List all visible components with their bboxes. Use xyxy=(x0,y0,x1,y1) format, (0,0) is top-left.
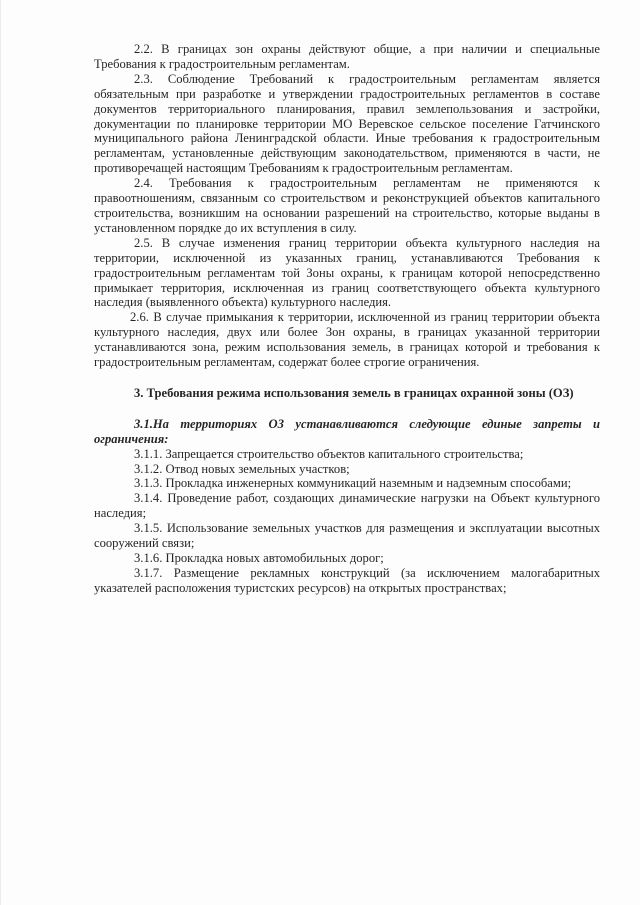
section-3-heading: 3. Требования режима использования земель в границах охранной зоны (ОЗ) xyxy=(134,385,574,400)
list-item-3-1-5: 3.1.5. Использование земельных участков для размещения и эксплуатации высотных сооружений связи; xyxy=(94,521,600,551)
list-item-3-1-7: 3.1.7. Размещение рекламных конструкций (за исключением малогабаритных указателей расположения туристских ресурсов) на открытых пространствах; xyxy=(94,565,600,595)
paragraph-2-2: 2.2. В границах зон охраны действуют общие, а при наличии и специальные Требования к градостроительным регламентам. xyxy=(94,42,600,71)
document-body xyxy=(94,42,600,596)
paragraph-2-5: 2.5. В случае изменения границ территории объекта культурного наследия на территории, исключенной из указанных границ, устанавливаются Требования к градостроительным регламентам той Зоны охраны, к границам которой непосредственно примыкает территория, исключенная из границ соответствующего объекта культурного наследия (выявленного объекта) культурного наследия. xyxy=(94,235,600,310)
list-item-3-1-4: 3.1.4. Проведение работ, создающих динамические нагрузки на Объект культурного наследия; xyxy=(94,491,600,521)
list-item-3-1-2: 3.1.2. Отвод новых земельных участков; xyxy=(134,461,350,476)
paragraph-2-3: 2.3. Соблюдение Требований к градостроительным регламентам является обязательным при разработке и утверждении градостроительных регламентов в составе документов территориального планирования, правил землепользования и застройки, документации по планировке территории МО Веревское сельское поселение Гатчинского муниципального района Ленинградской области. Иные требования к градостроительным регламентам, установленные действующим законодательством, применяются в части, не противоречащей настоящим Требованиям к градостроительным регламентам. xyxy=(94,71,600,176)
list-item-3-1-6: 3.1.6. Прокладка новых автомобильных дорог; xyxy=(134,551,384,565)
list-item-3-1-3: 3.1.3. Прокладка инженерных коммуникаций наземным и надземным способами; xyxy=(134,476,572,491)
section-3-1-subheading: 3.1.На территориях ОЗ устанавливаются следующие единые запреты и ограничения: xyxy=(94,416,600,446)
paragraph-2-4: 2.4. Требования к градостроительным регламентам не применяются к правоотношениям, связанным со строительством и реконструкцией объектов капитального строительства, возникшим на основании разрешений на строительство, которые выданы в установленном порядке до их вступления в силу. xyxy=(94,176,600,235)
list-item-3-1-1: 3.1.1. Запрещается строительство объектов капитального строительства; xyxy=(134,446,524,461)
paragraph-2-6: 2.6. В случае примыкания к территории, исключенной из границ территории объекта культурного наследия, двух или более Зон охраны, в границах указанной территории устанавливаются зона, режим использования земель, в границах которой и требования к градостроительным регламентам, содержат более строгие ограничения. xyxy=(94,310,600,370)
